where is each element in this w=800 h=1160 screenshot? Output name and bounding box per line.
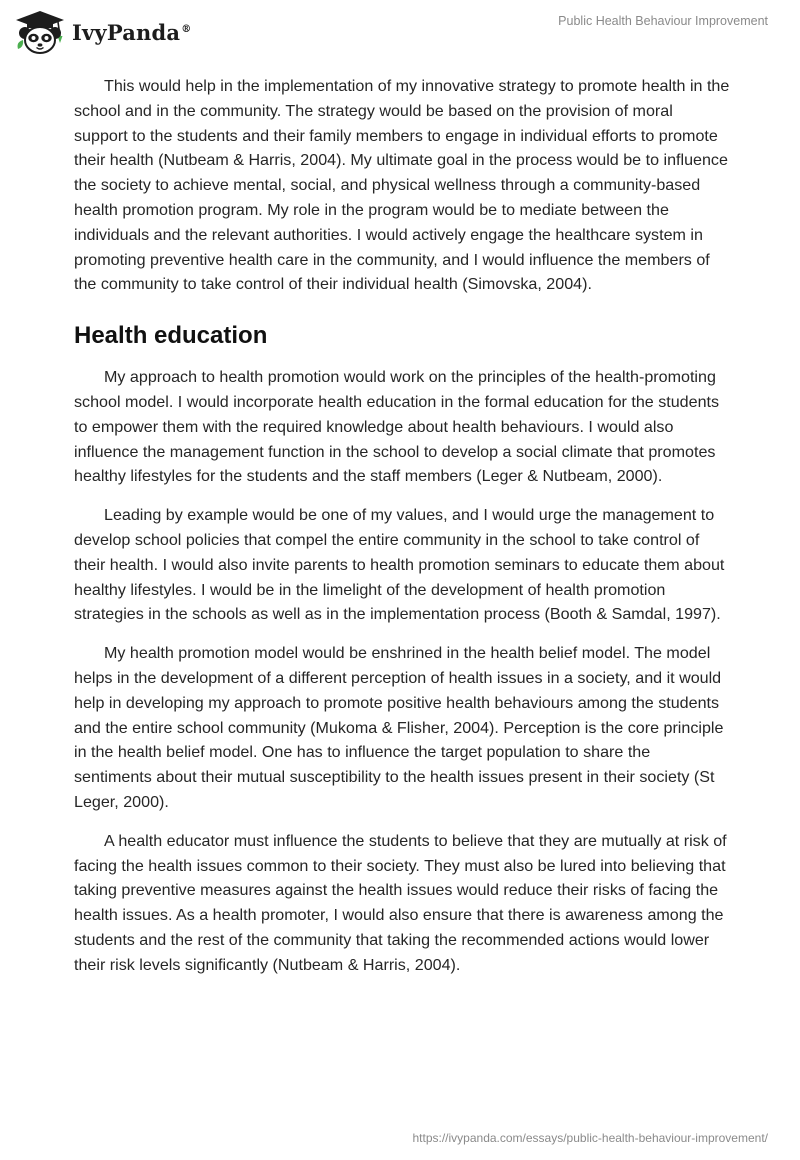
brand-name: IvyPanda® [72,19,192,45]
registered-mark: ® [181,23,192,35]
paragraph: This would help in the implementation of my innovative strategy to promote health in the school and in the community. The strategy would be based on the provision of moral support to the students and their family members to engage in individual efforts to promote their health (Nutbeam & Harris, 2004). My ultimate goal in the process would be to influence the society to achieve mental, social, and physical wellness through a community-based health promotion program. My role in the program would be to mediate between the individuals and the relevant authorities. I would actively engage the healthcare system in promoting preventive health care in the community, and I would influence the members of the community to take control of their individual health (Simovska, 2004). [74,77,730,294]
paragraph: A health educator must influence the students to believe that they are mutually at risk of facing the health issues common to their society. They must also be lured into believing that taking preventive measures against the health issues would reduce their risks of facing the health issues. As a health promoter, I would also ensure that there is awareness among the students and the rest of the community that taking the recommended actions would lower their risk levels significantly (Nutbeam & Harris, 2004). [74,831,727,974]
essay-content [74,74,730,992]
document-title: Public Health Behaviour Improvement [558,14,768,28]
page-header [0,0,800,60]
paragraph: Leading by example would be one of my values, and I would urge the management to develop school policies that compel the entire community in the school to take control of their health. I would also invite parents to health promotion seminars to educate them about healthy lifestyles. I would be in the limelight of the development of health promotion strategies in the schools as well as in the implementation process (Booth & Samdal, 1997). [74,506,725,624]
section-heading: Health education [74,322,268,350]
panda-graduate-icon [14,9,66,55]
paragraph: My approach to health promotion would work on the principles of the health-promoting school model. I would incorporate health education in the formal education for the students to empower them with the required knowledge about health behaviours. I would also influence the management function in the school to develop a social climate that promotes healthy lifestyles for the students and the staff members (Leger & Nutbeam, 2000). [74,368,720,486]
brand-logo[interactable] [14,8,191,56]
source-url-link[interactable]: https://ivypanda.com/essays/public-health-behaviour-improvement/ [412,1131,768,1145]
paragraph: My health promotion model would be enshrined in the health belief model. The model helps in the development of a different perception of health issues in a society, and it would help in developing my approach to promote positive health behaviours among the students and the entire school community (Mukoma & Flisher, 2004). Perception is the core principle in the health belief model. One has to influence the target population to share the sentiments about their mutual susceptibility to the health issues present in their society (St Leger, 2000). [74,644,724,811]
